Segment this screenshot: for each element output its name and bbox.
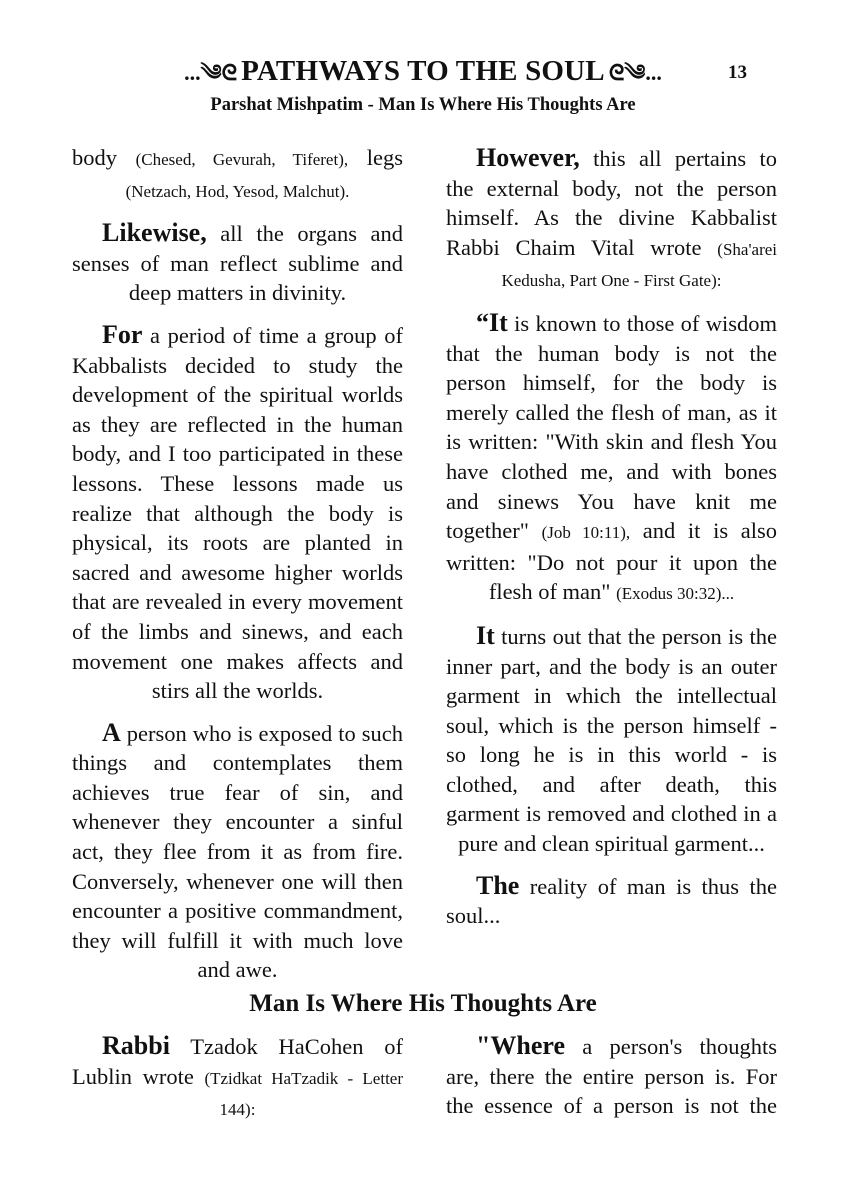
lead-word: For xyxy=(102,319,143,349)
book-title: PATHWAYS TO THE SOUL xyxy=(241,55,605,87)
citation: (Tzidkat HaTzadik - Letter 144): xyxy=(204,1068,403,1120)
ornament-right-icon: ᘓ༄... xyxy=(608,60,662,85)
section-heading: Man Is Where His Thoughts Are xyxy=(249,990,597,1017)
paragraph xyxy=(72,718,403,985)
lead-word: “It xyxy=(476,307,508,337)
text: this all pertains to the external body, not the person himself. As the divine Kabbalist Rabbi Chaim Vital wrote xyxy=(446,146,777,260)
text: legs xyxy=(348,145,403,170)
paragraph xyxy=(446,621,777,859)
left-column-lower xyxy=(72,1031,403,1137)
paragraph xyxy=(72,1031,403,1125)
lead-word: However, xyxy=(476,143,580,172)
lead-word: Rabbi xyxy=(102,1031,170,1060)
paragraph xyxy=(72,143,403,206)
citation: (Netzach, Hod, Yesod, Malchut). xyxy=(125,181,350,201)
paragraph xyxy=(72,320,403,706)
text: reality of man is thus the soul... xyxy=(446,873,777,929)
text: and it is also written: "Do not pour it upon the flesh of man" xyxy=(446,518,777,605)
text: Tzadok HaCohen of Lublin wrote xyxy=(72,1034,403,1089)
text: turns out that the person is the inner part, and the body is an outer garment in which the intellectual soul, which is the person himself - so long he is in this world - is clothed, and after death, this garment is removed and clothed in a pure and clean spiritual garment... xyxy=(446,623,777,857)
paragraph xyxy=(446,308,777,609)
text: body xyxy=(72,145,136,170)
citation: (Chesed, Gevurah, Tiferet), xyxy=(135,150,349,169)
chapter-subtitle: Parshat Mishpatim - Man Is Where His Thoughts Are xyxy=(210,95,636,115)
text: all the organs and senses of man reflect sublime and deep matters in divinity. xyxy=(72,221,403,306)
lead-word: The xyxy=(476,870,520,900)
text: a person's thoughts are, there the entire person is. For the essence of a person is not the xyxy=(446,1034,777,1119)
right-column xyxy=(446,143,777,943)
paragraph xyxy=(446,1031,777,1121)
lead-word: Likewise, xyxy=(102,218,207,248)
left-column xyxy=(72,143,403,997)
right-column-lower xyxy=(446,1031,777,1133)
text: person who is exposed to such things and contemplates them achieves true fear of sin, and whenever they encounter a sinful act, they flee from it as from fire. Conversely, whenever one will then encounter a positive commandment, they will fulfill it with much love and awe. xyxy=(72,720,403,983)
text: is known to those of wisdom that the human body is not the person himself, for the body is merely called the flesh of man, as it is written: "With skin and flesh You have clothed me, and with bones and sinews You have knit me together" xyxy=(446,310,777,544)
lead-word: It xyxy=(476,620,495,650)
paragraph xyxy=(72,218,403,308)
citation: (Job 10:11), xyxy=(541,523,631,543)
citation: (Sha'arei Kedusha, Part One - First Gate): xyxy=(501,239,777,291)
citation: (Exodus 30:32)... xyxy=(616,584,735,604)
paragraph xyxy=(446,143,777,296)
paragraph xyxy=(446,871,777,931)
lead-word: "Where xyxy=(476,1031,566,1060)
text: a period of time a group of Kabbalists decided to study the development of the spiritual worlds as they are reflected in the human body, and I too participated in these lessons. These lessons made us realize that although the body is physical, its roots are planted in sacred and awesome higher worlds that are revealed in every movement of the limbs and sinews, and each movement one makes affects and stirs all the worlds. xyxy=(72,322,403,704)
lead-word: A xyxy=(102,717,121,747)
ornament-left-icon: ...༄ᘓ xyxy=(184,60,238,85)
page-number: 13 xyxy=(728,62,747,83)
